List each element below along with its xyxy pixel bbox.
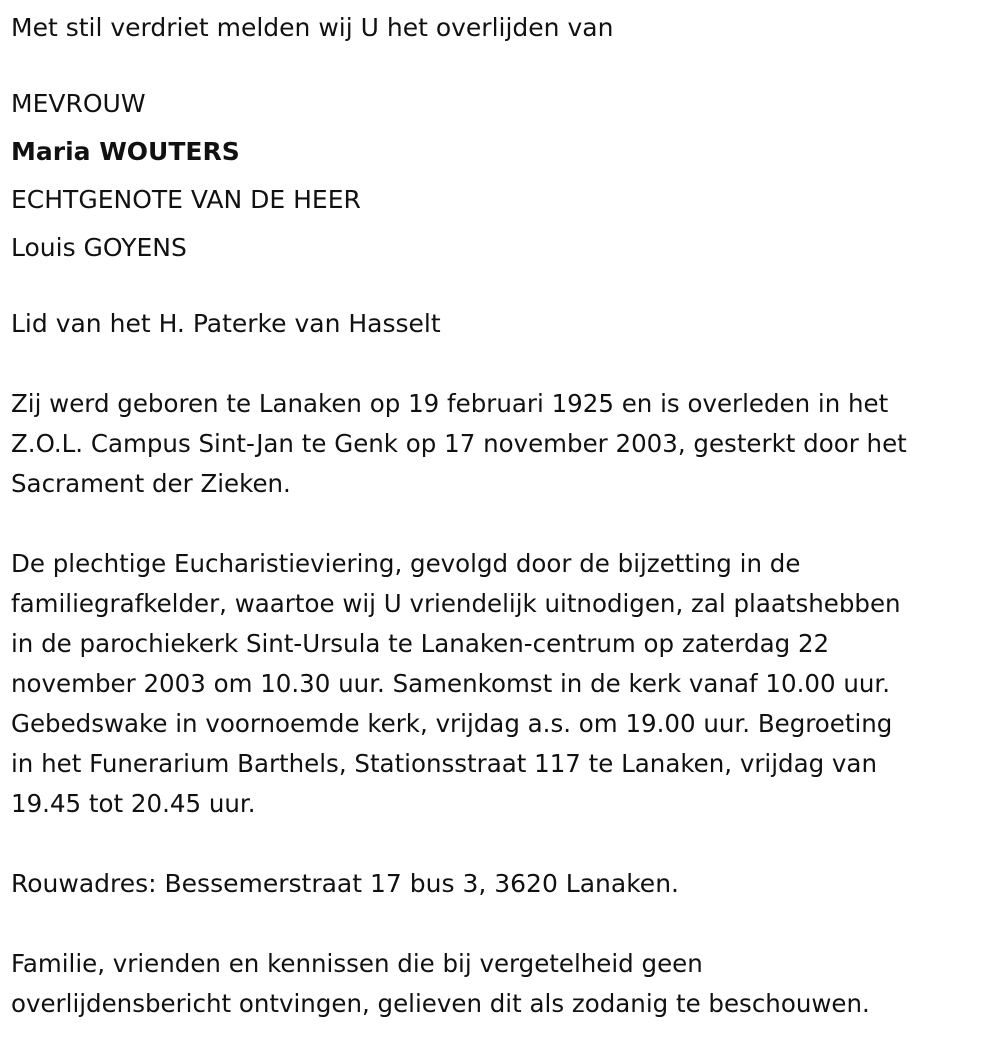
paragraph-line: in de parochiekerk Sint-Ursula te Lanaken-centrum op zaterdag 22 [11,629,830,658]
paragraph-line: overlijdensbericht ontvingen, gelieven dit als zodanig te beschouwen. [11,989,870,1018]
paragraph-line: Sacrament der Zieken. [11,469,291,498]
relation-text: ECHTGENOTE VAN DE HEER [11,185,361,214]
title-text: MEVROUW [11,89,146,118]
paragraph-line: november 2003 om 10.30 uur. Samenkomst in de kerk vanaf 10.00 uur. [11,669,890,698]
paragraph-line: 19.45 tot 20.45 uur. [11,789,256,818]
closing-paragraph [11,944,986,1024]
spacer [11,272,1000,304]
birth-death-paragraph [11,384,986,504]
paragraph-line: Familie, vrienden en kennissen die bij vergetelheid geen [11,949,703,978]
paragraph-line: Gebedswake in voornoemde kerk, vrijdag a.s. om 19.00 uur. Begroeting [11,709,893,738]
paragraph-line: in het Funerarium Barthels, Stationsstraat 117 te Lanaken, vrijdag van [11,749,877,778]
deceased-name: Maria WOUTERS [11,137,240,166]
spacer [11,504,1000,544]
paragraph-line: De plechtige Eucharistieviering, gevolgd door de bijzetting in de [11,549,801,578]
spacer [11,824,1000,864]
ceremony-paragraph [11,544,986,824]
paragraph-line: Z.O.L. Campus Sint-Jan te Genk op 17 november 2003, gesterkt door het [11,429,907,458]
spouse-name: Louis GOYENS [11,233,187,262]
spacer [11,904,1000,944]
membership-text: Lid van het H. Paterke van Hasselt [11,309,441,338]
spacer [11,344,1000,384]
paragraph-line: familiegrafkelder, waartoe wij U vriendelijk uitnodigen, zal plaatshebben [11,589,901,618]
address-text: Rouwadres: Bessemerstraat 17 bus 3, 3620 Lanaken. [11,869,679,898]
spacer [11,48,1000,80]
intro-text: Met stil verdriet melden wij U het overlijden van [11,13,614,42]
paragraph-line: Zij werd geboren te Lanaken op 19 februari 1925 en is overleden in het [11,389,889,418]
